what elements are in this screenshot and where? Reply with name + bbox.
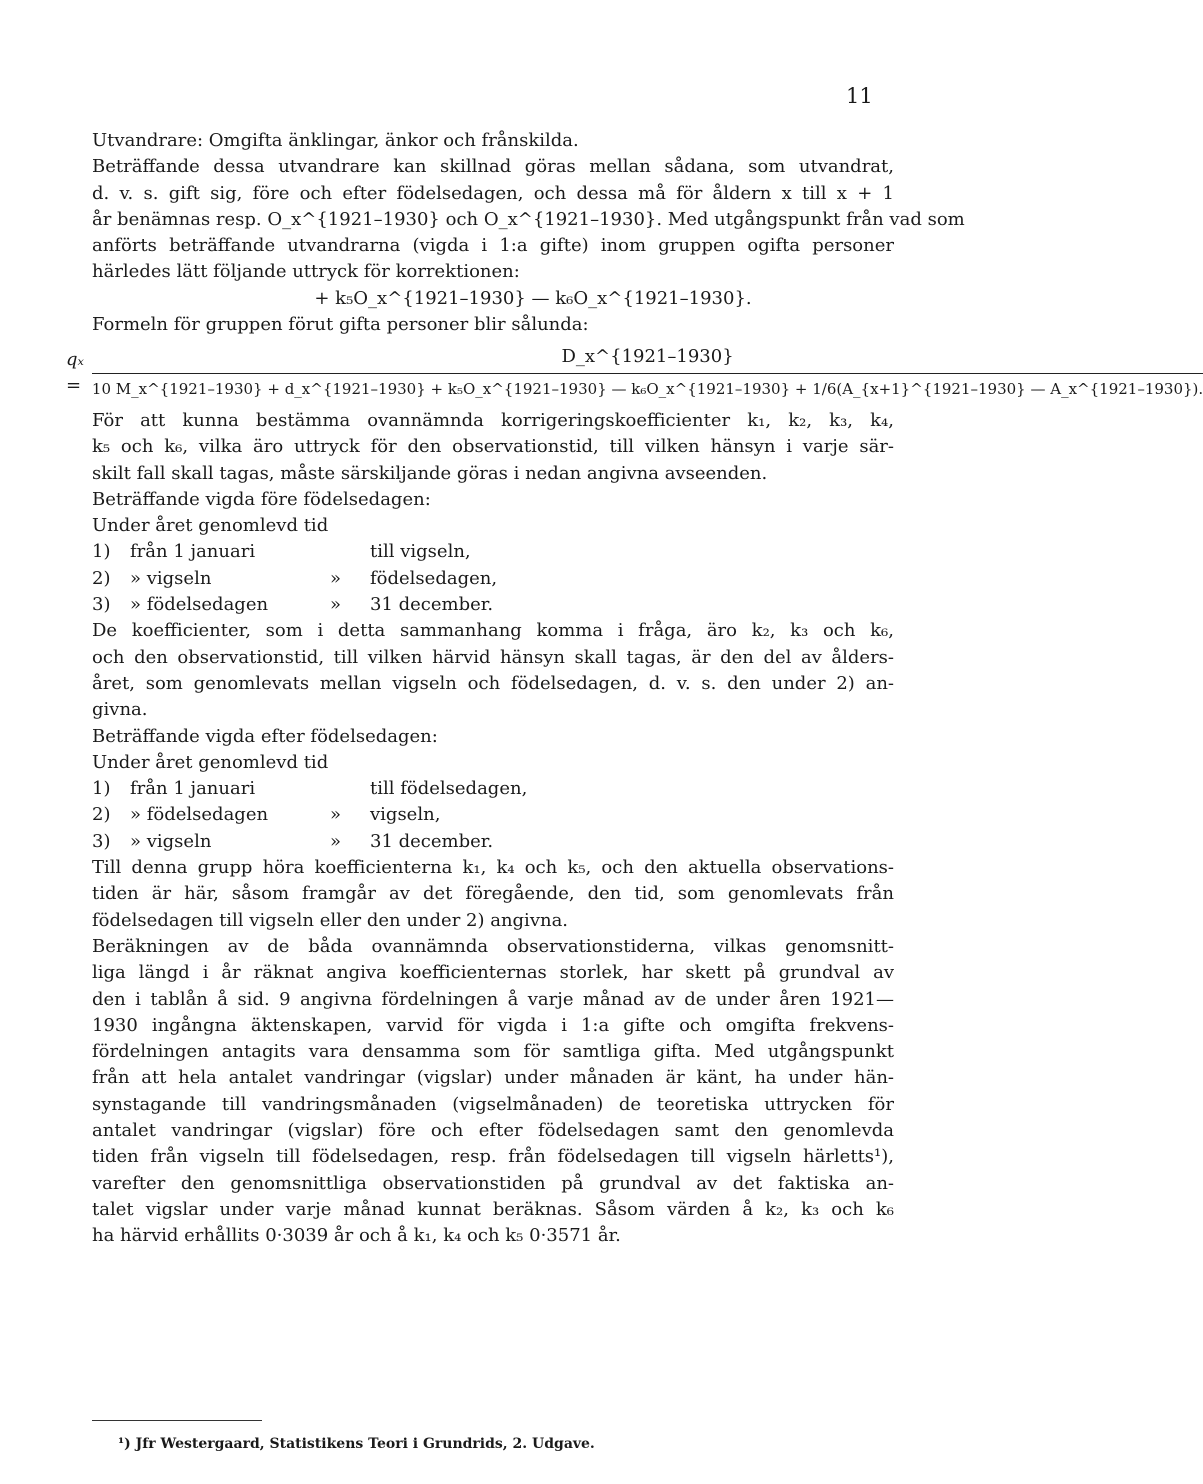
q-formula <box>66 344 1203 402</box>
formula-fraction <box>92 344 1203 402</box>
text-line: För att kunna bestämma ovannämnda korrigeringskoefficienter k₁, k₂, k₃, k₄, <box>92 409 894 431</box>
text-line: De koefficienter, som i detta sammanhang komma i fråga, äro k₂, k₃ och k₆, <box>92 620 894 642</box>
list-item: 1) från 1 januari till födelsedagen, <box>92 778 528 800</box>
list-item: 2) » vigseln » födelsedagen, <box>92 567 498 589</box>
subheading-before: Beträffande vigda före födelsedagen: <box>92 488 431 510</box>
text-line: talet vigslar under varje månad kunnat beräknas. Såsom värden å k₂, k₃ och k₆ <box>92 1198 894 1220</box>
formula-numerator: D_x^{1921–1930} <box>561 346 734 368</box>
text-line: från att hela antalet vandringar (vigslar) under månaden är känt, ha under hän- <box>92 1067 894 1089</box>
list-item: 1) från 1 januari till vigseln, <box>92 541 471 563</box>
text-line: k₅ och k₆, vilka äro uttryck för den observationstid, till vilken hänsyn i varje sär- <box>92 436 894 458</box>
text-line: tiden från vigseln till födelsedagen, resp. från födelsedagen till vigseln härletts¹), <box>92 1146 894 1168</box>
text-line: Till denna grupp höra koefficienterna k₁, k₄ och k₅, och den aktuella observations- <box>92 857 894 879</box>
subheading-after: Beträffande vigda efter födelsedagen: <box>92 725 438 747</box>
footnote-rule <box>92 1420 262 1421</box>
text-line: anförts beträffande utvandrarna (vigda i 1:a gifte) inom gruppen ogifta personer <box>92 235 894 257</box>
page-number: 11 <box>846 84 873 108</box>
text-line: d. v. s. gift sig, före och efter födelsedagen, och dessa må för åldern x till x + 1 <box>92 182 894 204</box>
body-text <box>66 128 1203 1249</box>
text-line: tiden är här, såsom framgår av det föregående, den tid, som genomlevats från <box>92 883 894 905</box>
text-line: liga längd i år räknat angiva koefficienternas storlek, har skett på grundval av <box>92 962 894 984</box>
text-line: år benämnas resp. O_x^{1921–1930} och O_x^{1921–1930}. Med utgångspunkt från vad som <box>92 208 965 230</box>
text-line: fördelningen antagits vara densamma som för samtliga gifta. Med utgångspunkt <box>92 1041 894 1063</box>
text-line: födelsedagen till vigseln eller den under 2) angivna. <box>92 909 569 931</box>
text-line: och den observationstid, till vilken härvid hänsyn skall tagas, är den del av ålders- <box>92 646 894 668</box>
text-line: synstagande till vandringsmånaden (vigselmånaden) de teoretiska uttrycken för <box>92 1093 894 1115</box>
text-line: den i tablån å sid. 9 angivna fördelningen å varje månad av de under åren 1921— <box>92 988 894 1010</box>
formula-lhs: qₓ = <box>66 348 84 397</box>
text-line: givna. <box>92 699 148 721</box>
subheading: Under året genomlevd tid <box>92 515 329 537</box>
subheading: Under året genomlevd tid <box>92 751 329 773</box>
text-line: härledes lätt följande uttryck för korrektionen: <box>92 261 520 283</box>
footnote: ¹) Jfr Westergaard, Statistikens Teori i Grundrids, 2. Udgave. <box>118 1436 595 1452</box>
list-item: 2) » födelsedagen » vigseln, <box>92 804 441 826</box>
formula-denominator: 10 M_x^{1921–1930} + d_x^{1921–1930} + k₅O_x^{1921–1930} — k₆O_x^{1921–1930} + 1/6(A_{x+1}^{1921–1930} — A_x^{1921–1930}). <box>91 379 1203 398</box>
text-line: Formeln för gruppen förut gifta personer blir sålunda: <box>92 314 589 336</box>
text-line: skilt fall skall tagas, måste särskiljande göras i nedan angivna avseenden. <box>92 462 768 484</box>
text-line: Beträffande dessa utvandrare kan skillnad göras mellan sådana, som utvandrat, <box>92 156 894 178</box>
correction-formula: + k₅O_x^{1921–1930} — k₆O_x^{1921–1930}. <box>314 287 752 309</box>
text-line: ha härvid erhållits 0·3039 år och å k₁, k₄ och k₅ 0·3571 år. <box>92 1225 621 1247</box>
section-heading: Utvandrare: Omgifta änklingar, änkor och frånskilda. <box>92 130 579 151</box>
text-line: året, som genomlevats mellan vigseln och födelsedagen, d. v. s. den under 2) an- <box>92 672 894 694</box>
list-item: 3) » födelsedagen » 31 december. <box>92 594 494 616</box>
text-line: antalet vandringar (vigslar) före och efter födelsedagen samt den genomlevda <box>92 1119 894 1141</box>
text-line: 1930 ingångna äktenskapen, varvid för vigda i 1:a gifte och omgifta frekvens- <box>92 1014 894 1036</box>
list-item: 3) » vigseln » 31 december. <box>92 830 494 852</box>
text-line: varefter den genomsnittliga observationstiden på grundval av det faktiska an- <box>92 1172 894 1194</box>
text-line: Beräkningen av de båda ovannämnda observationstiderna, vilkas genomsnitt- <box>92 935 894 957</box>
